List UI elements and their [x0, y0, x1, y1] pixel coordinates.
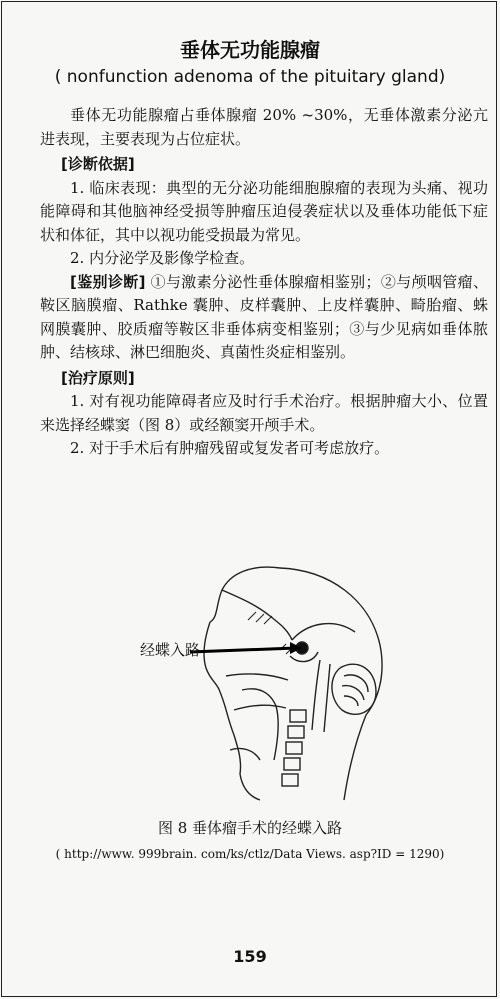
treatment-item-2: 2. 对于手术后有肿瘤残留或复发者可考虑放疗。 — [70, 439, 390, 457]
intro-paragraph: 垂体无功能腺瘤占垂体腺瘤 20% ~30%，无垂体激素分泌亢进表现，主要表现为占位症状。 — [40, 106, 488, 148]
page-title: 垂体无功能腺瘤 — [180, 38, 320, 62]
figure-caption: 图 8 垂体瘤手术的经蝶入路 — [157, 819, 343, 837]
differential-text: ①与激素分泌性垂体腺瘤相鉴别；②与颅咽管瘤、鞍区脑膜瘤、Rathke 囊肿、皮样囊肿、上皮样囊肿、畸胎瘤、蛛网膜囊肿、胶质瘤等鞍区非垂体病变相鉴别；③与少见病如垂体脓肿、结核球、淋巴细胞炎、真菌性炎症相鉴别。 — [40, 272, 488, 361]
section-heading-diagnosis: [诊断依据] — [61, 155, 135, 173]
sagittal-head-illustration — [130, 560, 390, 805]
section-heading-differential: [鉴别诊断] — [70, 272, 146, 291]
diagnosis-item-1: 1. 临床表现：典型的无分泌功能细胞腺瘤的表现为头痛、视功能障碍和其他脑神经受损等肿瘤压迫侵袭症状以及垂体功能低下症状和体征，其中以视功能受损最为常见。 — [40, 178, 488, 244]
treatment-item-1: 1. 对有视功能障碍者应及时行手术治疗。根据肿瘤大小、位置来选择经蝶窦（图 8）或经额窦开颅手术。 — [40, 392, 488, 434]
differential-paragraph — [40, 271, 488, 365]
section-heading-treatment: [治疗原则] — [61, 368, 135, 387]
figure-source-url: ( http://www. 999brain. com/ks/ctlz/Data Views. asp?ID = 1290) — [55, 847, 445, 861]
figure-path-label: 经蝶入路 — [140, 641, 201, 659]
body-text — [40, 104, 488, 461]
page-subtitle: ( nonfunction adenoma of the pituitary gland) — [54, 67, 446, 87]
diagnosis-item-2: 2. 内分泌学及影像学检查。 — [70, 249, 255, 267]
page-number: 159 — [233, 947, 267, 966]
